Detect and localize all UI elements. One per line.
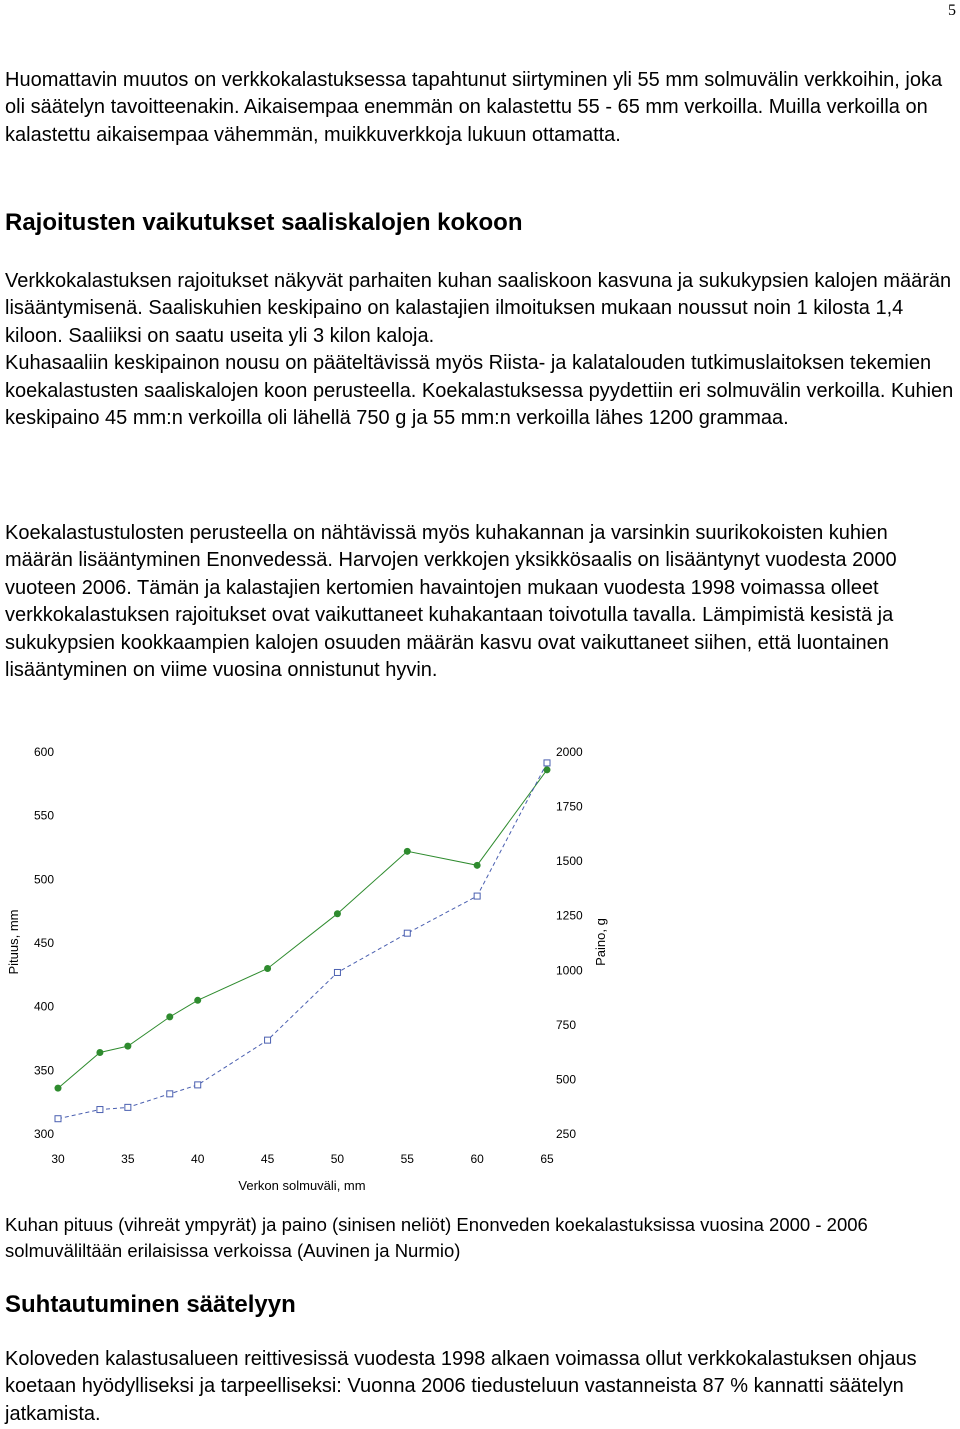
y2-tick-label: 500 bbox=[556, 1072, 577, 1087]
y2-tick-label: 1000 bbox=[556, 963, 583, 978]
series-1-point bbox=[124, 1043, 131, 1050]
series-1-point bbox=[96, 1049, 103, 1056]
y2-tick-label: 1500 bbox=[556, 854, 583, 869]
x-tick-label: 55 bbox=[400, 1152, 414, 1166]
series-line-1 bbox=[58, 770, 547, 1088]
series-1-point bbox=[334, 910, 341, 917]
series-2-point bbox=[404, 930, 410, 936]
series-2-point bbox=[544, 760, 550, 766]
page-number: 5 bbox=[948, 2, 956, 19]
series-2-point bbox=[195, 1082, 201, 1088]
body-paragraph-1: Verkkokalastuksen rajoitukset näkyvät parhaiten kuhan saaliskoon kasvuna ja sukukypsien kalojen määrän lisääntymisenä. Saaliskuhien keskipaino on kalastajien ilmoituksen mukaan noussut noin 1 kilosta 1,4 kiloon. Saaliiksi on saatu useita yli 3 kilon kaloja. bbox=[5, 270, 952, 347]
x-tick-label: 60 bbox=[470, 1152, 484, 1166]
series-2-point bbox=[125, 1104, 131, 1110]
section-heading-block bbox=[5, 208, 955, 238]
body-paragraph-2: Kuhasaaliin keskipainon nousu on pääteltävissä myös Riista- ja kalatalouden tutkimuslaitoksen tekemien koekalastusten saaliskalojen koon perusteella. Koekalastuksessa pyydettiin eri solmuvälin verkoilla. Kuhien keskipaino 45 mm:n verkoilla oli lähellä 750 g ja 55 mm:n verkoilla lähes 1200 grammaa. bbox=[5, 352, 954, 430]
x-tick-label: 65 bbox=[540, 1152, 554, 1166]
y2-tick-label: 250 bbox=[556, 1127, 577, 1141]
body-paragraph-4: Koloveden kalastusalueen reittivesissä vuodesta 1998 alkaen voimassa ollut verkkokalastuksen ohjaus koetaan hyödylliseksi ja tarpeelliseksi: Vuonna 2006 tiedusteluun vastanneista 87 % kannatti säätelyn jatkamista. bbox=[5, 1348, 917, 1425]
chart-y2-axis-label: Paino, g bbox=[593, 918, 608, 966]
x-tick-label: 40 bbox=[191, 1152, 205, 1166]
y-tick-label: 600 bbox=[33, 745, 54, 759]
series-1-point bbox=[264, 965, 271, 972]
y2-tick-label: 1750 bbox=[556, 799, 583, 814]
chart-y-axis-label: Pituus, mm bbox=[6, 909, 21, 975]
x-tick-label: 50 bbox=[330, 1152, 345, 1166]
x-tick-label: 30 bbox=[51, 1152, 65, 1166]
series-1-point bbox=[194, 997, 201, 1004]
figure-caption: Kuhan pituus (vihreät ympyrät) ja paino (sinisen neliöt) Enonveden koekalastuksissa vuosina 2000 - 2006 solmuväliltään erilaisissa verkoissa (Auvinen ja Nurmio) bbox=[5, 1214, 868, 1261]
chart-axes bbox=[34, 745, 583, 1166]
intro-paragraph: Huomattavin muutos on verkkokalastuksessa tapahtunut siirtyminen yli 55 mm solmuvälin verkkoihin, joka oli säätelyn tavoitteenakin. Aikaisempaa enemmän on kalastettu 55 - 65 mm verkoilla. Muilla verkoilla on kalastettu aikaisempaa vähemmän, muikkuverkkoja lukuun ottamatta. bbox=[5, 69, 943, 146]
y2-tick-label: 750 bbox=[556, 1017, 577, 1032]
chart-x-axis-label: Verkon solmuväli, mm bbox=[238, 1178, 366, 1193]
series-2-point bbox=[474, 893, 480, 899]
caption-block bbox=[5, 1212, 955, 1264]
body-paragraph-block-4 bbox=[5, 1346, 955, 1428]
body-paragraph-block-3 bbox=[5, 520, 955, 684]
section-heading-rajoitusten: Rajoitusten vaikutukset saaliskalojen kokoon bbox=[5, 209, 523, 236]
x-tick-label: 45 bbox=[260, 1152, 275, 1166]
y2-tick-label: 2000 bbox=[556, 745, 583, 759]
series-1-point bbox=[55, 1085, 62, 1092]
y-tick-label: 350 bbox=[33, 1063, 54, 1078]
series-2-point bbox=[265, 1037, 271, 1043]
x-tick-label: 35 bbox=[121, 1152, 135, 1166]
body-paragraph-block-1 bbox=[5, 268, 955, 432]
body-paragraph-3: Koekalastustulosten perusteella on nähtävissä myös kuhakannan ja varsinkin suurikokoisten kuhien määrän lisääntyminen Enonvedessä. Harvojen verkkojen yksikkösaalis on lisääntynyt vuodesta 2000 vuoteen 2006. Tämän ja kalastajien kertomien havaintojen mukaan vuodesta 1998 voimassa olleet verkkokalastuksen rajoitukset ovat vaikuttaneet kuhakantaan toivotulla tavalla. Lämpimistä kesistä ja sukukypsien kookkaampien kalojen osuuden määrän kasvu ovat vaikuttaneet siihen, että luontainen lisääntyminen on viime vuosina onnistunut hyvin. bbox=[5, 522, 897, 682]
y-tick-label: 500 bbox=[33, 872, 54, 887]
y-tick-label: 450 bbox=[33, 936, 54, 950]
section-heading-suhtautuminen: Suhtautuminen säätelyyn bbox=[5, 1291, 296, 1318]
y-tick-label: 400 bbox=[33, 999, 54, 1014]
chart-series bbox=[55, 760, 551, 1122]
y-tick-label: 300 bbox=[33, 1127, 54, 1141]
series-2-point bbox=[97, 1107, 103, 1113]
intro-paragraph-block bbox=[5, 67, 955, 149]
series-1-point bbox=[166, 1013, 173, 1020]
y2-tick-label: 1250 bbox=[556, 908, 583, 923]
series-1-point bbox=[544, 766, 551, 773]
series-2-point bbox=[55, 1116, 61, 1122]
length-weight-chart bbox=[0, 735, 620, 1205]
series-1-point bbox=[474, 862, 481, 869]
y-tick-label: 550 bbox=[33, 808, 54, 823]
series-1-point bbox=[404, 848, 411, 855]
series-2-point bbox=[167, 1091, 173, 1097]
series-2-point bbox=[334, 969, 340, 975]
section-heading-block-2 bbox=[5, 1290, 955, 1320]
